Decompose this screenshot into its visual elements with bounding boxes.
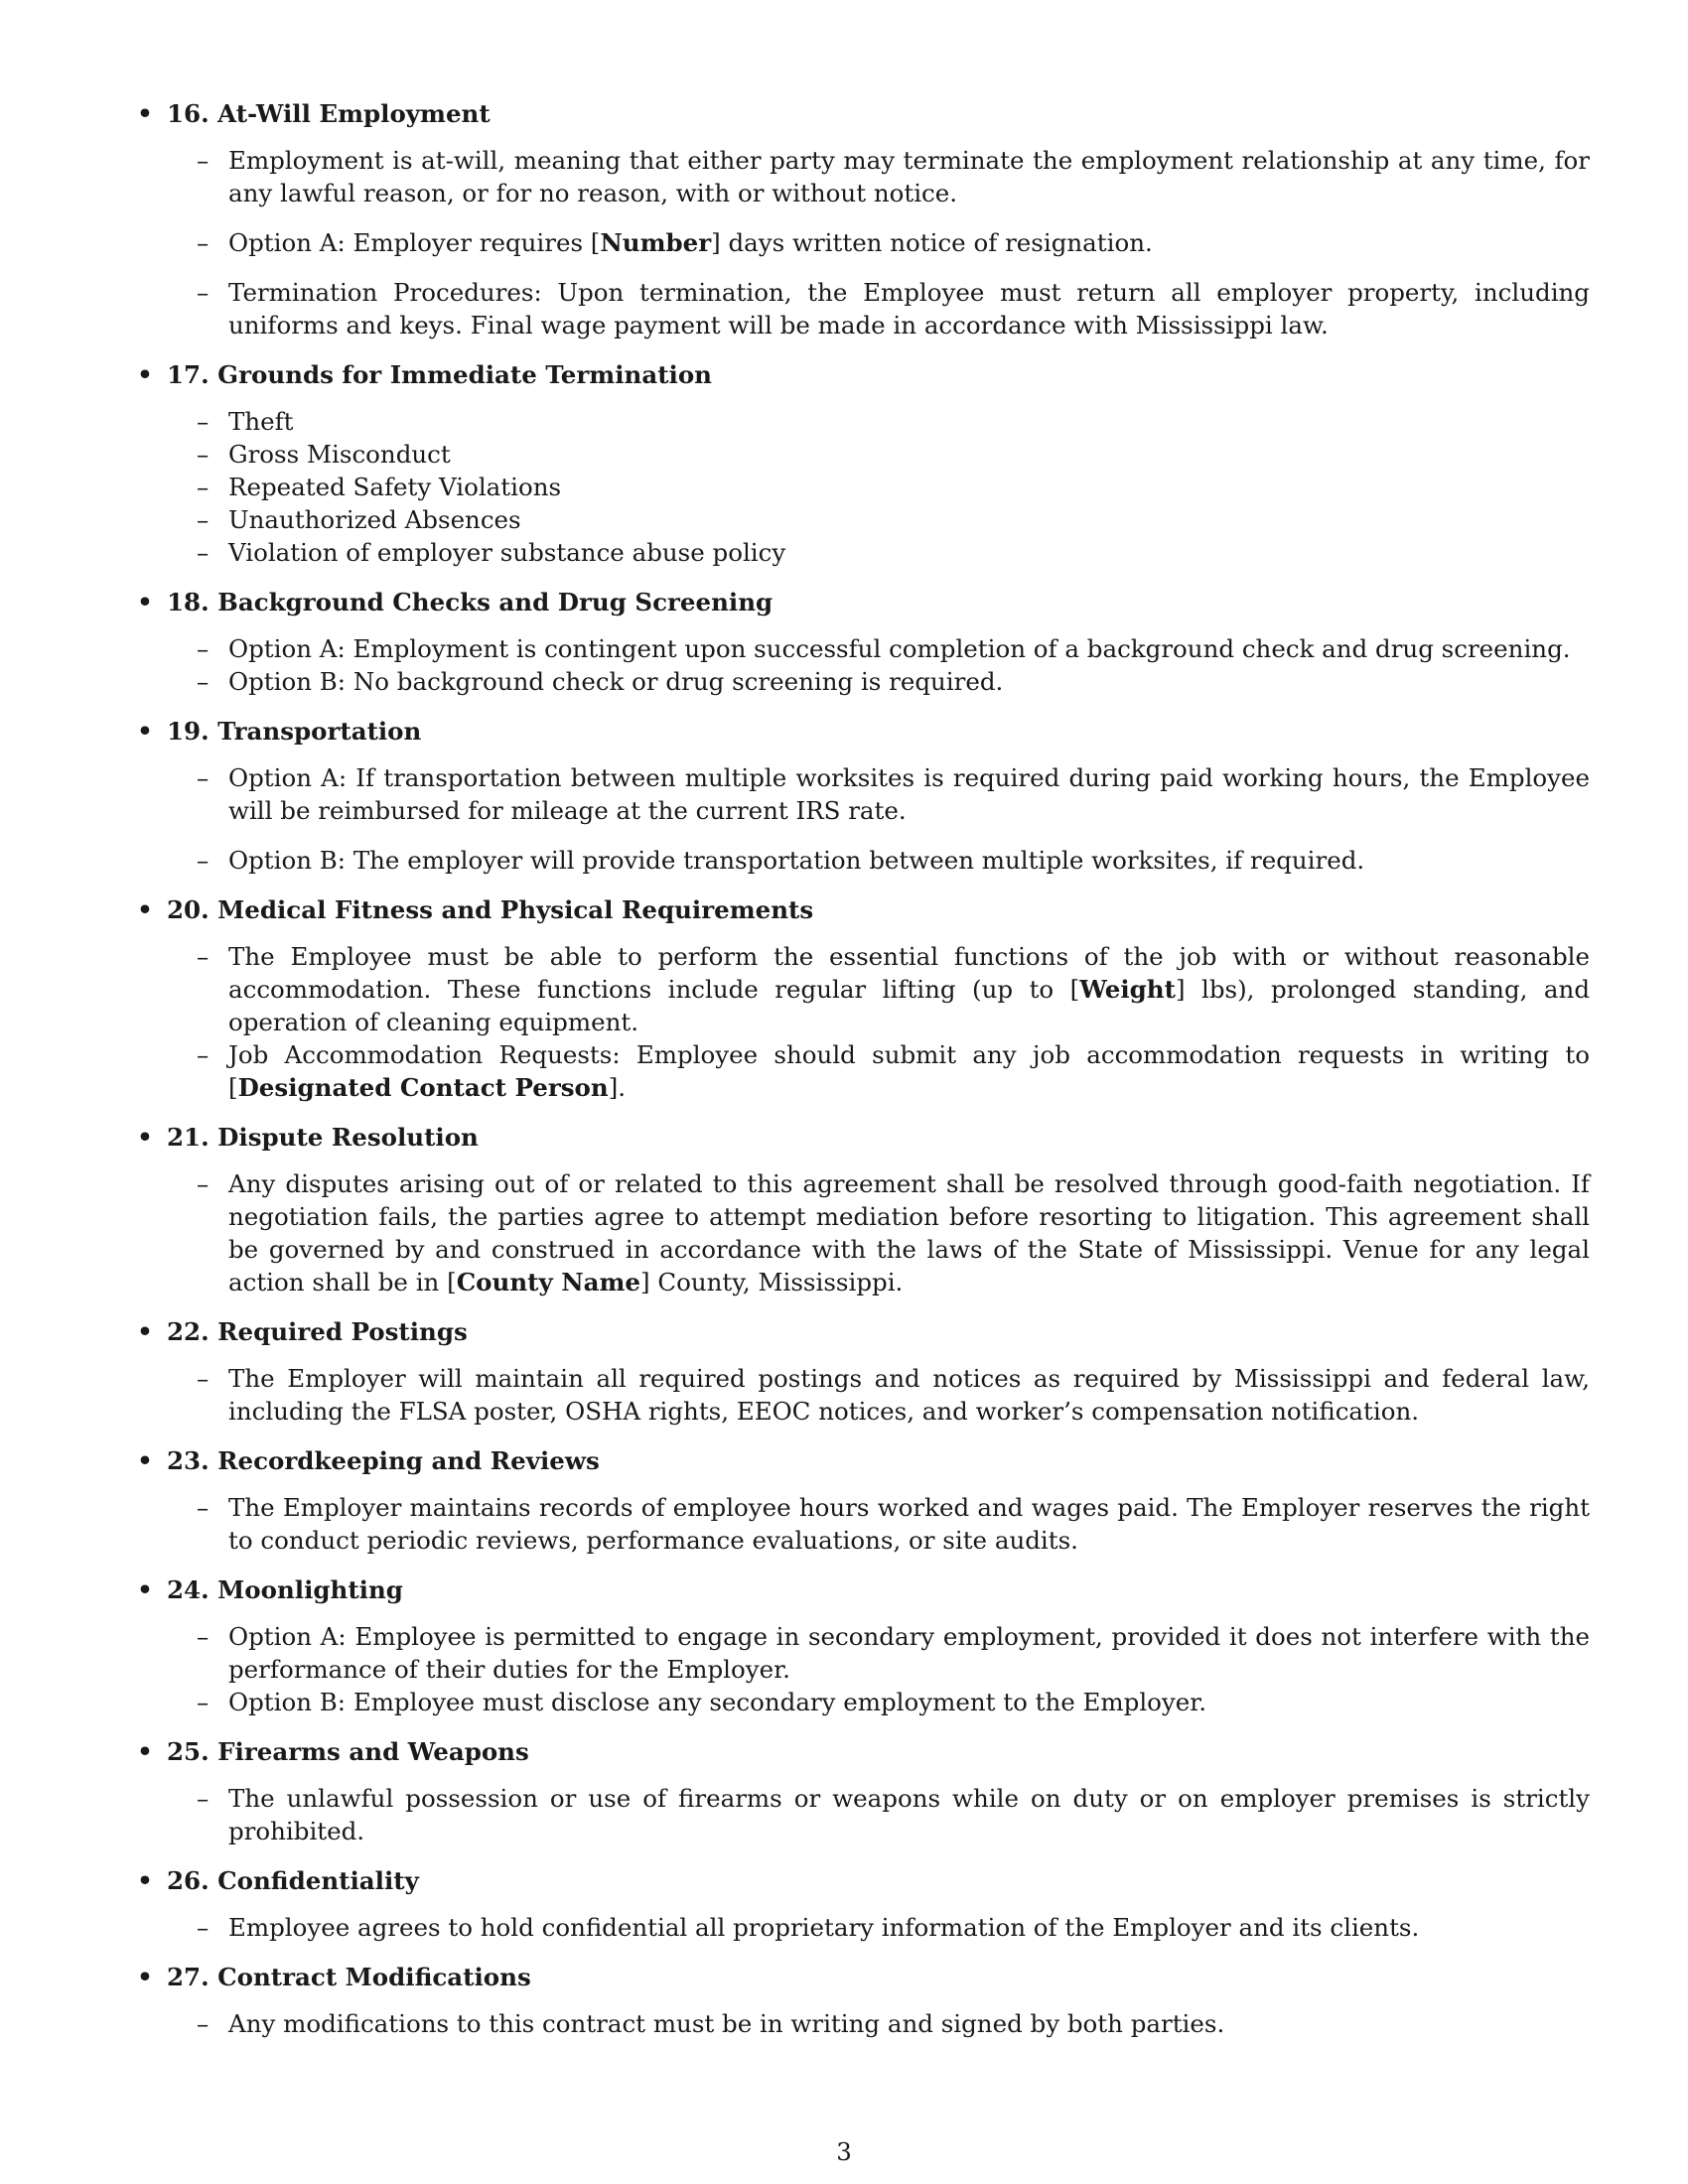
section-27: [135, 1961, 1590, 2040]
list-item: [135, 226, 1590, 259]
dash-icon: –: [197, 763, 210, 792]
sub-item-list: [135, 1167, 1590, 1298]
sub-item-list: [135, 632, 1590, 698]
section-18: [135, 586, 1590, 698]
item-text: Theft: [228, 407, 294, 436]
section-21: [135, 1121, 1590, 1298]
item-text: ].: [608, 1073, 627, 1102]
bullet-icon: •: [137, 1575, 153, 1604]
dash-icon: –: [197, 1040, 210, 1069]
placeholder-field: Number: [600, 228, 712, 257]
sub-item-list: [135, 1491, 1590, 1557]
sub-item-list: [135, 1362, 1590, 1428]
dash-icon: –: [197, 505, 210, 534]
item-text: Employment is at-will, meaning that either party may terminate the employment relationship at any time, for any lawful reason, or for no reason, with or without notice.: [228, 146, 1590, 207]
list-item: [135, 1620, 1590, 1686]
item-text: Unauthorized Absences: [228, 505, 521, 534]
list-item: [135, 1911, 1590, 1944]
list-item: [135, 844, 1590, 877]
list-item: [135, 2007, 1590, 2040]
bullet-icon: •: [137, 1446, 153, 1475]
section-22: [135, 1315, 1590, 1428]
section-19: [135, 715, 1590, 877]
dash-icon: –: [197, 1784, 210, 1813]
item-text: Option A: Employer requires [: [228, 228, 601, 257]
bullet-icon: •: [137, 1963, 153, 1991]
dash-icon: –: [197, 1688, 210, 1716]
item-text: Option B: The employer will provide transportation between multiple worksites, if required.: [228, 846, 1365, 875]
sub-item-list: [135, 405, 1590, 569]
item-text: Any disputes arising out of or related to this agreement shall be resolved through good-faith negotiation. If negotiation fails, the parties agree to attempt mediation before resorting to litigation. This agreement shall be governed by and construed in accordance with the laws of the State of Mississippi. Venue for any legal action shall be in [: [228, 1169, 1590, 1297]
item-text: Employee agrees to hold confidential all proprietary information of the Employer and its clients.: [228, 1913, 1420, 1942]
item-text: The Employee must be able to perform the essential functions of the job with or without reasonable accommodation. These functions include regular lifting (up to [: [228, 942, 1590, 1004]
dash-icon: –: [197, 473, 210, 501]
section-heading: [135, 1315, 1590, 1348]
section-heading: [135, 1444, 1590, 1477]
dash-icon: –: [197, 1913, 210, 1942]
section-heading-text: 20. Medical Fitness and Physical Requirements: [167, 895, 814, 924]
section-heading: [135, 1864, 1590, 1897]
section-heading-text: 23. Recordkeeping and Reviews: [167, 1446, 600, 1475]
list-item: [135, 405, 1590, 438]
list-item: [135, 940, 1590, 1038]
section-heading-text: 27. Contract Modifications: [167, 1963, 531, 1991]
item-text: The Employer maintains records of employee hours worked and wages paid. The Employer reserves the right to conduct periodic reviews, performance evaluations, or site audits.: [228, 1493, 1590, 1555]
dash-icon: –: [197, 1622, 210, 1651]
dash-icon: –: [197, 667, 210, 696]
bullet-icon: •: [137, 895, 153, 924]
section-heading-text: 19. Transportation: [167, 717, 422, 746]
list-item: [135, 1782, 1590, 1847]
list-item: [135, 1491, 1590, 1557]
sub-item-list: [135, 1911, 1590, 1944]
bullet-icon: •: [137, 588, 153, 616]
bullet-icon: •: [137, 1737, 153, 1766]
item-text: Option B: Employee must disclose any secondary employment to the Employer.: [228, 1688, 1207, 1716]
item-text: Violation of employer substance abuse policy: [228, 538, 786, 567]
section-23: [135, 1444, 1590, 1557]
bullet-icon: •: [137, 99, 153, 128]
item-text: ] lbs), prolonged standing, and operation of cleaning equipment.: [228, 975, 1590, 1036]
dash-icon: –: [197, 634, 210, 663]
section-heading-text: 24. Moonlighting: [167, 1575, 403, 1604]
dash-icon: –: [197, 407, 210, 436]
dash-icon: –: [197, 278, 210, 307]
item-text: ] days written notice of resignation.: [711, 228, 1153, 257]
section-heading-text: 25. Firearms and Weapons: [167, 1737, 529, 1766]
item-text: Termination Procedures: Upon termination, the Employee must return all employer property, including uniforms and keys. Final wage payment will be made in accordance with Mississippi law.: [228, 278, 1590, 340]
dash-icon: –: [197, 2009, 210, 2038]
bullet-icon: •: [137, 360, 153, 389]
item-text: Job Accommodation Requests: Employee should submit any job accommodation requests in writing to [: [228, 1040, 1590, 1102]
section-26: [135, 1864, 1590, 1944]
section-heading-text: 16. At-Will Employment: [167, 99, 491, 128]
section-20: [135, 893, 1590, 1104]
section-heading: [135, 97, 1590, 130]
item-text: Gross Misconduct: [228, 440, 451, 469]
dash-icon: –: [197, 1364, 210, 1393]
section-heading: [135, 1573, 1590, 1606]
dash-icon: –: [197, 942, 210, 971]
dash-icon: –: [197, 228, 210, 257]
bullet-icon: •: [137, 1866, 153, 1895]
bullet-icon: •: [137, 1123, 153, 1152]
item-text: The Employer will maintain all required postings and notices as required by Mississippi and federal law, including the FLSA poster, OSHA rights, EEOC notices, and worker’s compensation notification.: [228, 1364, 1590, 1426]
list-item: [135, 438, 1590, 471]
section-heading-text: 21. Dispute Resolution: [167, 1123, 479, 1152]
dash-icon: –: [197, 1493, 210, 1522]
sub-item-list: [135, 2007, 1590, 2040]
dash-icon: –: [197, 1169, 210, 1198]
section-heading: [135, 358, 1590, 391]
document-body: [135, 97, 1590, 2057]
placeholder-field: Designated Contact Person: [237, 1073, 609, 1102]
item-text: Option A: Employment is contingent upon successful completion of a background check and drug screening.: [228, 634, 1571, 663]
item-text: Option A: Employee is permitted to engage in secondary employment, provided it does not interfere with the performance of their duties for the Employer.: [228, 1622, 1590, 1684]
sub-item-list: [135, 1782, 1590, 1847]
page-number: 3: [836, 2137, 852, 2166]
section-heading-text: 17. Grounds for Immediate Termination: [167, 360, 712, 389]
section-heading-text: 26. Confidentiality: [167, 1866, 419, 1895]
section-heading-text: 18. Background Checks and Drug Screening: [167, 588, 774, 616]
section-heading: [135, 1121, 1590, 1154]
placeholder-field: County Name: [456, 1268, 641, 1297]
list-item: [135, 503, 1590, 536]
section-heading: [135, 586, 1590, 618]
list-item: [135, 761, 1590, 827]
sub-item-list: [135, 940, 1590, 1104]
section-16: [135, 97, 1590, 341]
list-item: [135, 665, 1590, 698]
placeholder-field: Weight: [1079, 975, 1176, 1004]
item-text: ] County, Mississippi.: [640, 1268, 904, 1297]
section-heading: [135, 893, 1590, 926]
list-item: [135, 276, 1590, 341]
dash-icon: –: [197, 440, 210, 469]
list-item: [135, 144, 1590, 209]
list-item: [135, 536, 1590, 569]
section-heading: [135, 1961, 1590, 1993]
section-heading: [135, 1735, 1590, 1768]
sub-item-list: [135, 1620, 1590, 1718]
item-text: Repeated Safety Violations: [228, 473, 562, 501]
dash-icon: –: [197, 846, 210, 875]
sub-item-list: [135, 761, 1590, 877]
sub-item-list: [135, 144, 1590, 341]
item-text: The unlawful possession or use of firearms or weapons while on duty or on employer premises is strictly prohibited.: [228, 1784, 1590, 1845]
list-item: [135, 1686, 1590, 1718]
dash-icon: –: [197, 146, 210, 175]
list-item: [135, 471, 1590, 503]
list-item: [135, 632, 1590, 665]
list-item: [135, 1362, 1590, 1428]
dash-icon: –: [197, 538, 210, 567]
section-25: [135, 1735, 1590, 1847]
bullet-icon: •: [137, 1317, 153, 1346]
item-text: Any modifications to this contract must be in writing and signed by both parties.: [228, 2009, 1225, 2038]
section-heading: [135, 715, 1590, 748]
section-17: [135, 358, 1590, 569]
list-item: [135, 1167, 1590, 1298]
item-text: Option B: No background check or drug screening is required.: [228, 667, 1004, 696]
section-24: [135, 1573, 1590, 1718]
item-text: Option A: If transportation between multiple worksites is required during paid working hours, the Employee will be reimbursed for mileage at the current IRS rate.: [228, 763, 1590, 825]
section-heading-text: 22. Required Postings: [167, 1317, 468, 1346]
bullet-icon: •: [137, 717, 153, 746]
list-item: [135, 1038, 1590, 1104]
